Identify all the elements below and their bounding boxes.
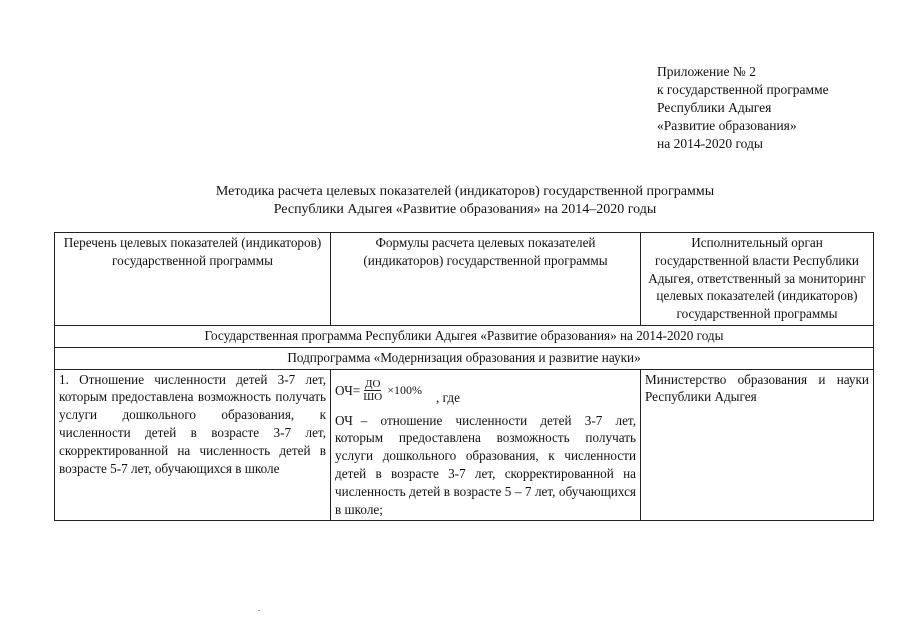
agency-cell: Министерство образования и науки Республики Адыгея bbox=[641, 369, 874, 521]
header-indicators: Перечень целевых показателей (индикаторов) государственной программы bbox=[55, 233, 331, 326]
formula-lhs: ОЧ bbox=[335, 382, 353, 398]
title-line-1: Методика расчета целевых показателей (индикаторов) государственной программы bbox=[215, 184, 715, 199]
appendix-line: Республики Адыгея bbox=[657, 100, 772, 115]
formula-explanation-text: – отношение численности детей 3-7 лет, которым предоставлена возможность получать услуги дошкольного образования, к численности детей в возрасте 3-7 лет, скорректированной на численность детей в возрасте 5 – 7 лет, обучающихся в школе; bbox=[335, 412, 636, 517]
table-header-row bbox=[55, 233, 874, 326]
program-row bbox=[55, 325, 874, 347]
subprogram-title: Подпрограмма «Модернизация образования и развитие науки» bbox=[55, 347, 874, 369]
title-line-2: Республики Адыгея «Развитие образования» на 2014–2020 годы bbox=[273, 202, 657, 217]
program-title: Государственная программа Республики Адыгея «Развитие образования» на 2014-2020 годы bbox=[55, 325, 874, 347]
formula-denominator: ШО bbox=[363, 391, 383, 404]
formula-variable: ОЧ bbox=[335, 412, 353, 428]
formula-equals: = bbox=[352, 382, 361, 398]
appendix-line: к государственной программе bbox=[657, 82, 829, 97]
formula bbox=[335, 372, 636, 410]
header-agency: Исполнительный орган государственной власти Республики Адыгея, ответственный за мониторинг целевых показателей (индикаторов) государственной программы bbox=[641, 233, 874, 326]
scan-speck bbox=[258, 610, 260, 611]
appendix-line: Приложение № 2 bbox=[657, 64, 756, 79]
formula-cell bbox=[331, 369, 641, 521]
subprogram-row bbox=[55, 347, 874, 369]
appendix-line: на 2014-2020 годы bbox=[657, 136, 763, 151]
header-formulas: Формулы расчета целевых показателей (индикаторов) государственной программы bbox=[331, 233, 641, 326]
formula-numerator: ДО bbox=[365, 378, 381, 391]
appendix-note bbox=[657, 63, 829, 153]
formula-multiplier: ×100% bbox=[387, 382, 423, 397]
appendix-line: «Развитие образования» bbox=[657, 118, 797, 133]
table-row bbox=[55, 369, 874, 521]
formula-where: , где bbox=[436, 389, 460, 405]
indicators-table bbox=[54, 232, 874, 521]
formula-explanation bbox=[335, 412, 636, 519]
indicator-cell: 1. Отношение численности детей 3-7 лет, которым предоставлена возможность получать услуги дошкольного образования, к численности детей в возрасте 3-7 лет, скорректированной на численность детей в возрасте 5-7 лет, обучающихся в школе bbox=[55, 369, 331, 521]
formula-fraction bbox=[362, 378, 383, 403]
document-title bbox=[0, 183, 905, 219]
